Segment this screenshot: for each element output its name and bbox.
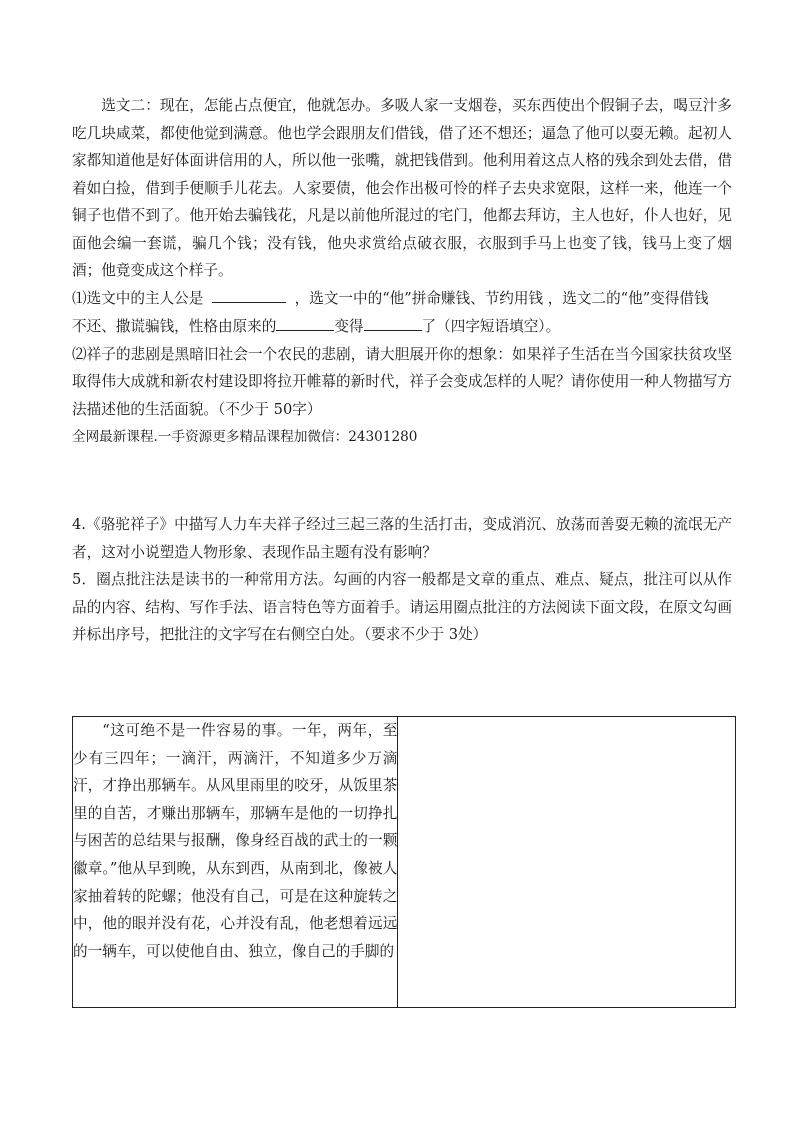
excerpt-cell bbox=[73, 717, 398, 1008]
question-1-line-1 bbox=[72, 285, 732, 313]
annotation-cell[interactable] bbox=[398, 717, 736, 1008]
question-1-line-2 bbox=[72, 313, 732, 341]
annotation-table bbox=[72, 716, 736, 1008]
question-1-cont: 不还、撒谎骗钱，性格由原来的 bbox=[72, 317, 277, 335]
question-1-end: 了（四字短语填空）。 bbox=[421, 317, 561, 335]
excerpt-text: “这可绝不是一件容易的事。一年，两年，至少有三四年；一滴汗，两滴汗，不知道多少万滴汗，才挣出那辆车。从风里雨里的咬牙，从饭里茶里的自苦，才赚出那辆车，那辆车是他的一切挣扎与困苦的总结果与报酬，像身经百战的武士的一颗徽章。”他从早到晚，从东到西，从南到北，像被人家抽着转的陀螺；他没有自己，可是在这种旋转之中，他的眼并没有花，心并没有乱，他老想着远远的一辆车，可以使他自由、独立，像自己的手脚的 bbox=[73, 722, 398, 960]
spacer bbox=[72, 451, 732, 511]
protagonist-answer-blank[interactable] bbox=[212, 286, 286, 302]
question-1-became: 变得 bbox=[334, 317, 364, 335]
question-5: 5．圈点批注法是读书的一种常用方法。勾画的内容一般都是文章的重点、难点、疑点，批注可以从作品的内容、结构、写作手法、语言特色等方面着手。请运用圈点批注的方法阅读下面文段，在原文勾画并标出序号，把批注的文字写在右侧空白处。（要求不少于 3处） bbox=[72, 571, 732, 643]
question-2: ⑵祥子的悲剧是黑暗旧社会一个农民的悲剧，请大胆展开你的想象：如果祥子生活在当今国家扶贫攻坚取得伟大成就和新农村建设即将拉开帷幕的新时代，祥子会变成怎样的人呢？请你使用一种人物描写方法描述他的生活面貌。（不少于 50字） bbox=[72, 345, 732, 418]
table-row bbox=[73, 717, 736, 1008]
question-1-prompt: ⑴选文中的主人公是 bbox=[72, 289, 204, 307]
original-trait-blank[interactable] bbox=[276, 314, 334, 330]
new-trait-blank[interactable] bbox=[364, 314, 422, 330]
worksheet-page bbox=[72, 92, 732, 649]
passage-two: 选文二：现在，怎能占点便宜，他就怎办。多吸人家一支烟卷，买东西使出个假铜子去，喝豆汁多吃几块咸菜，都使他觉到满意。他也学会跟朋友们借钱，借了还不想还；逼急了他可以耍无赖。起初人家都知道他是好体面讲信用的人，所以他一张嘴，就把钱借到。他利用着这点人格的残余到处去借，借着如白捡，借到手便顺手儿花去。人家要债，他会作出极可怜的样子去央求宽限，这样一来，他连一个铜子也借不到了。他开始去骗钱花，凡是以前他所混过的宅门，他都去拜访，主人也好，仆人也好，见面他会编一套谎，骗几个钱；没有钱，他央求赏给点破衣服，衣服到手马上也变了钱，钱马上变了烟酒；他竟变成这个样子。 bbox=[72, 97, 732, 279]
question-1-context: ，选文一中的“他”拼命赚钱、节约用钱 ，选文二的“他”变得借钱 bbox=[294, 289, 709, 307]
question-4: 4.《骆驼祥子》中描写人力车夫祥子经过三起三落的生活打击，变成消沉、放荡而善耍无赖的流氓无产者，这对小说塑造人物形象、表现作品主题有没有影响？ bbox=[72, 516, 732, 561]
promo-line: 全网最新课程.一手资源更多精品课程加微信：24301280 bbox=[72, 429, 418, 445]
